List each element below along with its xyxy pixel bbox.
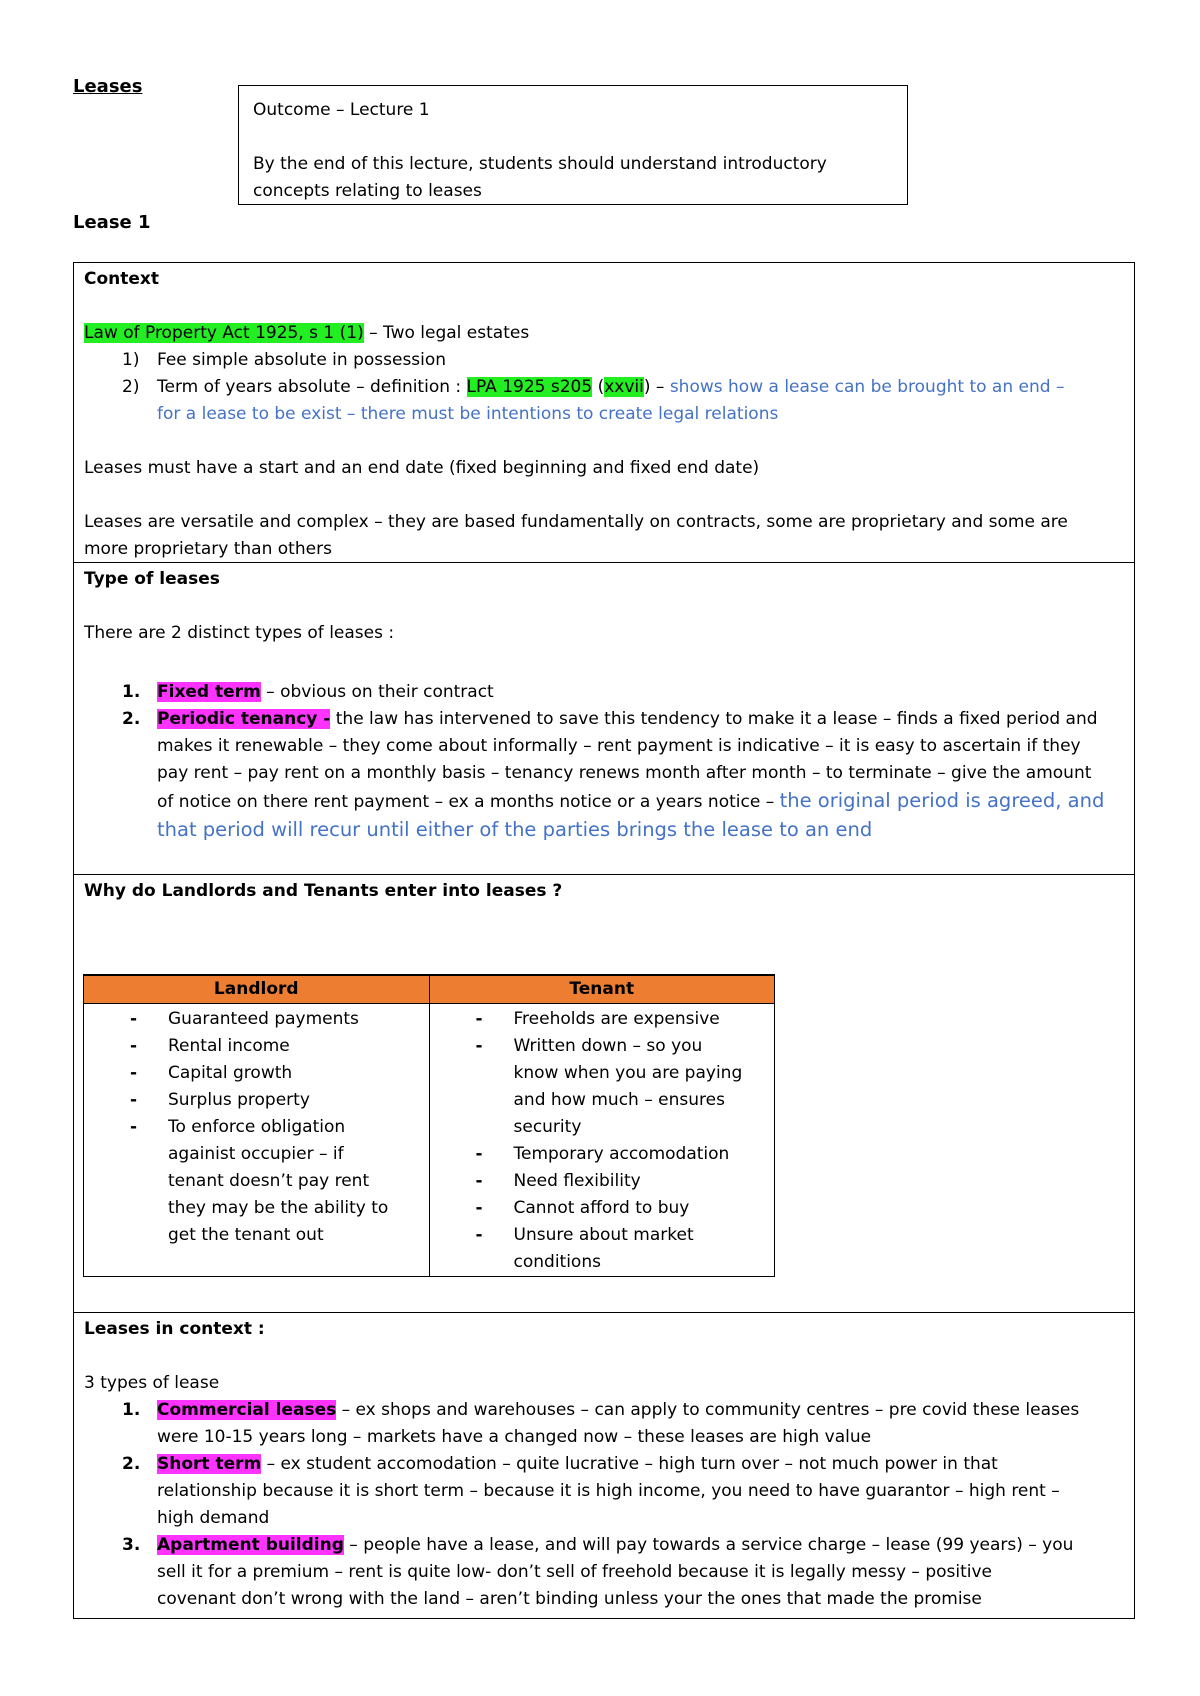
- outcome-text-line1: By the end of this lecture, students should understand introductory: [253, 154, 827, 174]
- tenant-reason-item: - Freeholds are expensive: [430, 1006, 767, 1033]
- landlord-reason-item: - To enforce obligation againist occupier – if tenant doesn’t pay rent they may be the ability to get the tenant out: [84, 1114, 421, 1249]
- list-item: 3. Apartment building – people have a lease, and will pay towards a service charge – lease (99 years) – you sell it for a premium – rent is quite low- don’t sell of freehold because it is legally messy – positive covenant don’t wrong with the land – aren’t binding unless your the ones that made the promise: [122, 1535, 1074, 1609]
- context-heading: Context: [84, 269, 160, 289]
- tenant-reason-item: - Cannot afford to buy: [430, 1195, 767, 1222]
- lease-type-term: Commercial leases: [157, 1400, 337, 1420]
- tenant-reason-item: - Written down – so you know when you are paying and how much – ensures security: [430, 1033, 767, 1141]
- list-item: 2. Short term – ex student accomodation – quite lucrative – high turn over – not much power in that relationship because it is short term – because it is high income, you need to have guarantor – high rent – high demand: [122, 1454, 1060, 1528]
- landlord-cell: [84, 1004, 430, 1277]
- tenant-reason-item: - Need flexibility: [430, 1168, 767, 1195]
- document-title: Leases: [73, 76, 143, 97]
- context-para1: Leases must have a start and an end date (fixed beginning and fixed end date): [84, 458, 760, 478]
- types-list: [84, 679, 1124, 845]
- fixed-term-term: Fixed term: [157, 682, 261, 702]
- context2-section: [74, 1316, 1134, 1613]
- periodic-tenancy-term: Periodic tenancy -: [157, 709, 331, 729]
- types-intro: There are 2 distinct types of leases :: [84, 623, 395, 643]
- types-section: [74, 566, 1134, 845]
- lpa-s205-reference: LPA 1925 s205: [466, 377, 593, 397]
- bullet-dash: -: [130, 1090, 138, 1110]
- list-item: 1. Commercial leases – ex shops and warehouses – can apply to community centres – pre covid these leases were 10-15 years long – markets have a changed now – these leases are high value: [122, 1400, 1080, 1447]
- bullet-dash: -: [130, 1036, 138, 1056]
- landlord-reason-item: - Guaranteed payments: [84, 1006, 421, 1033]
- landlord-header: Landlord: [84, 975, 430, 1004]
- bullet-dash: -: [475, 1198, 483, 1218]
- landlord-reasons-list: [84, 1006, 421, 1249]
- bullet-dash: -: [475, 1171, 483, 1191]
- context2-intro: 3 types of lease: [84, 1373, 220, 1393]
- row-divider: [74, 562, 1134, 563]
- bullet-dash: -: [475, 1225, 483, 1245]
- lpa-reference: Law of Property Act 1925, s 1 (1): [84, 323, 364, 343]
- outcome-box: [238, 85, 908, 205]
- landlord-reason-item: - Capital growth: [84, 1060, 421, 1087]
- context2-heading: Leases in context :: [84, 1319, 265, 1339]
- tenant-reasons-list: [430, 1006, 767, 1276]
- context-section: [74, 266, 1134, 563]
- context-para2-line1: Leases are versatile and complex – they are based fundamentally on contracts, some are proprietary and some are: [84, 512, 1068, 532]
- landlord-tenant-table: [83, 974, 775, 1277]
- bullet-dash: -: [475, 1009, 483, 1029]
- tenant-reason-item: - Temporary accomodation: [430, 1141, 767, 1168]
- list-item: 2) Term of years absolute – definition : LPA 1925 s205 (xxvii) – shows how a lease can be brought to an end – for a lease to be exist – there must be intentions to create legal relations: [122, 377, 1065, 424]
- types-heading: Type of leases: [84, 569, 220, 589]
- outcome-text-line2: concepts relating to leases: [253, 181, 482, 201]
- bullet-dash: -: [475, 1144, 483, 1164]
- tenant-reason-item: - Unsure about market conditions: [430, 1222, 767, 1276]
- notes-table: [73, 262, 1135, 1619]
- landlord-reason-item: - Surplus property: [84, 1087, 421, 1114]
- list-item: 1) Fee simple absolute in possession: [122, 350, 447, 370]
- lease-type-term: Apartment building: [157, 1535, 344, 1555]
- bullet-dash: -: [130, 1117, 138, 1137]
- row-divider: [74, 1312, 1134, 1313]
- lease-type-term: Short term: [157, 1454, 262, 1474]
- list-item: 1. Fixed term – obvious on their contract: [122, 682, 494, 702]
- bullet-dash: -: [130, 1063, 138, 1083]
- outcome-heading: Outcome – Lecture 1: [253, 100, 430, 120]
- lease-types-list: [84, 1397, 1124, 1613]
- bullet-dash: -: [130, 1009, 138, 1029]
- bullet-dash: -: [475, 1036, 483, 1056]
- tenant-cell: [429, 1004, 775, 1277]
- context-para2-line2: more proprietary than others: [84, 539, 332, 559]
- estates-list: [84, 347, 1124, 428]
- landlord-reason-item: - Rental income: [84, 1033, 421, 1060]
- row-divider: [74, 874, 1134, 875]
- tenant-header: Tenant: [429, 975, 775, 1004]
- list-item: 2. Periodic tenancy - the law has intervened to save this tendency to make it a lease – finds a fixed period and makes it renewable – they come about informally – rent payment is indicative – it is easy to ascertain if they pay rent – pay rent on a monthly basis – tenancy renews month after month – to terminate – give the amount of notice on there rent payment – ex a months notice or a years notice – the original period is agreed, and that period will recur until either of the parties brings the lease to an end: [122, 709, 1105, 841]
- lpa-xxvii-reference: xxvii: [604, 377, 644, 397]
- document-subtitle: Lease 1: [73, 212, 151, 233]
- why-heading: Why do Landlords and Tenants enter into leases ?: [84, 881, 563, 901]
- context-lpa-line: Law of Property Act 1925, s 1 (1) – Two legal estates: [84, 323, 530, 343]
